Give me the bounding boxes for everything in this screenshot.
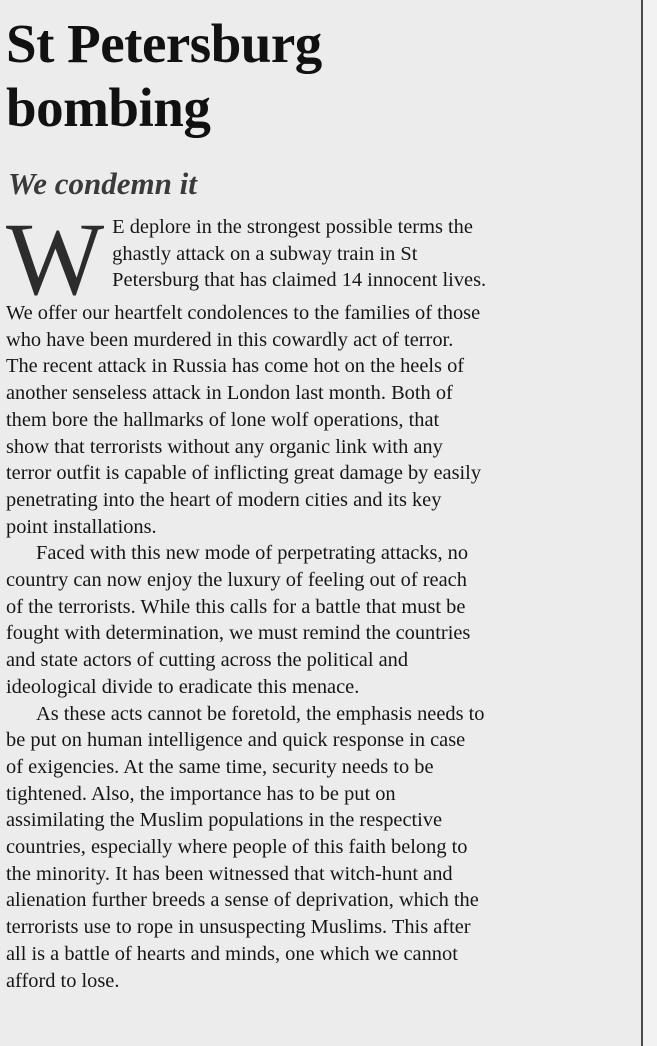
text-line: point installations. bbox=[6, 515, 157, 538]
text-line: and state actors of cutting across the political and bbox=[6, 649, 409, 672]
drop-cap: W bbox=[6, 202, 105, 317]
text-line: tightened. Also, the importance has to be put on bbox=[6, 782, 396, 805]
text-line: We offer our heartfelt condolences to the families of those bbox=[6, 302, 481, 324]
text-line: them bore the hallmarks of lone wolf operations, that bbox=[6, 408, 440, 431]
article-subhead: We condemn it bbox=[8, 166, 197, 201]
adjacent-column-edge bbox=[643, 0, 657, 1046]
text-line: ghastly attack on a subway train in St bbox=[112, 242, 418, 265]
text-line: Faced with this new mode of perpetrating attacks, no bbox=[36, 542, 469, 565]
article-body bbox=[6, 202, 602, 994]
text-line: alienation further breeds a sense of deprivation, which the bbox=[6, 889, 479, 912]
headline-line: bombing bbox=[6, 77, 211, 138]
text-line: another senseless attack in London last month. Both of bbox=[6, 382, 453, 405]
text-line: E deplore in the strongest possible terms the bbox=[112, 216, 473, 238]
text-line: the minority. It has been witnessed that witch-hunt and bbox=[6, 862, 453, 885]
paragraph-1 bbox=[6, 202, 602, 540]
text-line: afford to lose. bbox=[6, 969, 120, 992]
text-line: be put on human intelligence and quick response in case bbox=[6, 729, 466, 752]
text-line: ideological divide to eradicate this menace. bbox=[6, 675, 360, 698]
text-line: country can now enjoy the luxury of feeling out of reach bbox=[6, 569, 467, 592]
article-headline bbox=[6, 12, 631, 140]
text-line: Petersburg that has claimed 14 innocent lives. bbox=[112, 269, 487, 292]
text-line: penetrating into the heart of modern cities and its key bbox=[6, 488, 442, 511]
text-line: of the terrorists. While this calls for a battle that must be bbox=[6, 595, 466, 618]
text-line: terrorists use to rope in unsuspecting Muslims. This after bbox=[6, 916, 471, 939]
text-line: The recent attack in Russia has come hot on the heels of bbox=[6, 355, 465, 378]
paragraph-2 bbox=[6, 540, 602, 700]
text-line: assimilating the Muslim populations in the respective bbox=[6, 809, 443, 832]
text-line: countries, especially where people of this faith belong to bbox=[6, 836, 468, 859]
text-line: As these acts cannot be foretold, the emphasis needs to bbox=[36, 702, 485, 725]
text-line: who have been murdered in this cowardly act of terror. bbox=[6, 328, 454, 351]
text-line: of exigencies. At the same time, security needs to be bbox=[6, 755, 434, 778]
text-line: all is a battle of hearts and minds, one which we cannot bbox=[6, 942, 458, 965]
headline-line: St Petersburg bbox=[6, 13, 322, 74]
paragraph-3 bbox=[6, 701, 602, 995]
text-line: terror outfit is capable of inflicting great damage by easily bbox=[6, 462, 482, 485]
text-line: fought with determination, we must remind the countries bbox=[6, 622, 471, 645]
text-line: show that terrorists without any organic link with any bbox=[6, 435, 443, 458]
